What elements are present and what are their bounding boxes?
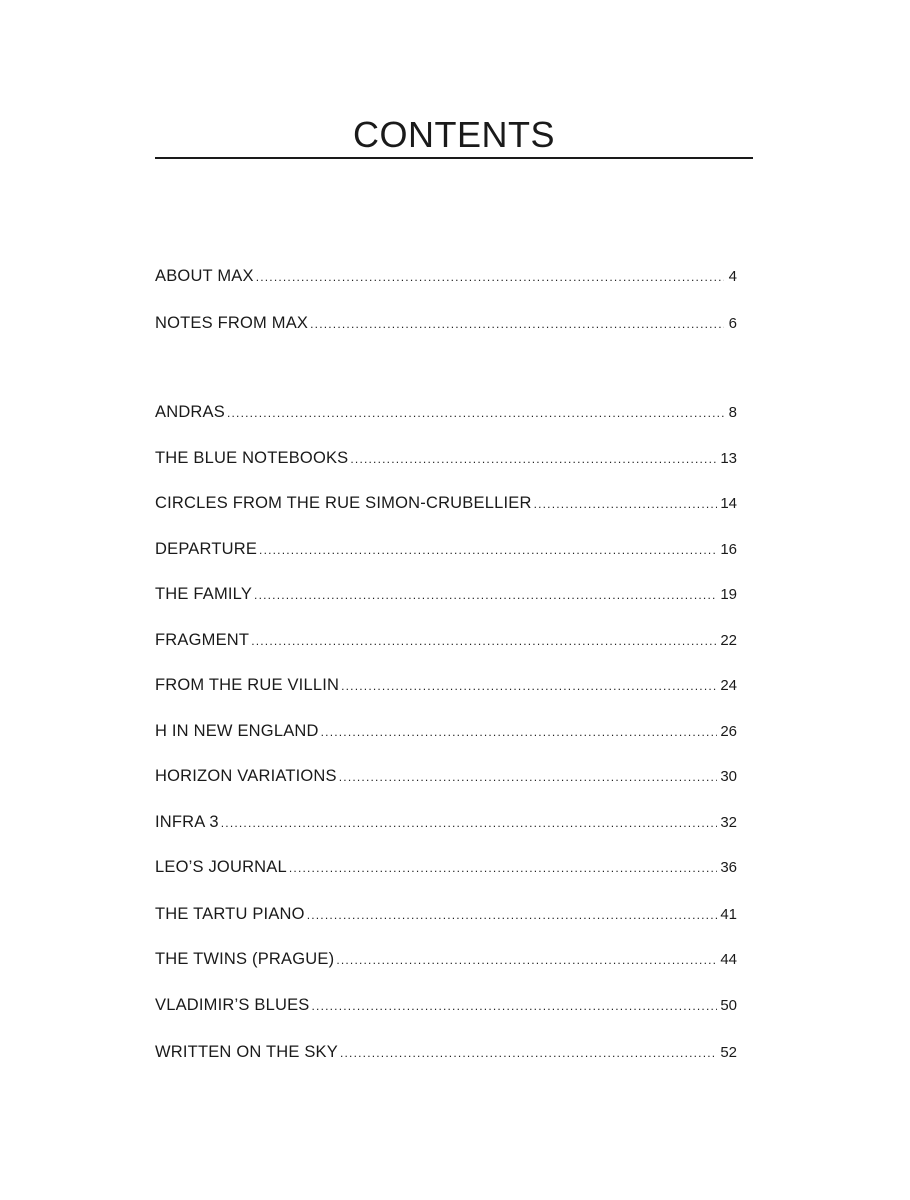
entry-title: INFRA 3 (155, 813, 219, 831)
dot-leader (340, 1041, 717, 1065)
dot-leader (307, 903, 718, 927)
dot-leader (336, 948, 717, 972)
entry-title: NOTES FROM MAX (155, 314, 309, 332)
toc-entry-the-tartu-piano[interactable] (155, 902, 737, 926)
toc-entry-from-the-rue-villin[interactable] (155, 673, 737, 697)
dot-leader (221, 811, 718, 835)
entry-page-number: 26 (720, 723, 737, 740)
entry-title: VLADIMIR’S BLUES (155, 996, 310, 1014)
toc-entry-horizon-variations[interactable] (155, 764, 737, 788)
dot-leader (227, 401, 724, 425)
entry-page-number: 19 (720, 586, 737, 603)
dot-leader (259, 538, 717, 562)
dot-leader (350, 447, 717, 471)
toc-entry-the-blue-notebooks[interactable] (155, 446, 737, 470)
entry-title: FRAGMENT (155, 631, 250, 649)
entry-page-number: 32 (720, 814, 737, 831)
toc-entry-written-on-the-sky[interactable] (155, 1040, 737, 1064)
entry-page-number: 52 (720, 1044, 737, 1061)
dot-leader (289, 856, 717, 880)
entry-page-number: 4 (728, 268, 737, 285)
entry-title: THE BLUE NOTEBOOKS (155, 449, 349, 467)
entry-title: THE TARTU PIANO (155, 905, 305, 923)
entry-title: WRITTEN ON THE SKY (155, 1043, 338, 1061)
toc-entry-about-max[interactable] (155, 264, 737, 288)
toc-entry-leos-journal[interactable] (155, 855, 737, 879)
entry-page-number: 6 (728, 315, 737, 332)
entry-page-number: 30 (720, 768, 737, 785)
entry-page-number: 8 (728, 404, 737, 421)
toc-entry-the-family[interactable] (155, 582, 737, 606)
entry-page-number: 16 (720, 541, 737, 558)
toc-entry-the-twins-prague[interactable] (155, 947, 737, 971)
entry-page-number: 13 (720, 450, 737, 467)
dot-leader (256, 265, 724, 289)
dot-leader (312, 994, 718, 1018)
toc-entry-departure[interactable] (155, 537, 737, 561)
dot-leader (251, 629, 717, 653)
entry-title: H IN NEW ENGLAND (155, 722, 319, 740)
entry-page-number: 22 (720, 632, 737, 649)
dot-leader (321, 720, 718, 744)
toc-entry-notes-from-max[interactable] (155, 311, 737, 335)
entry-page-number: 36 (720, 859, 737, 876)
entry-page-number: 44 (720, 951, 737, 968)
entry-title: THE TWINS (PRAGUE) (155, 950, 335, 968)
toc-entry-circles-from-the-rue-simon-crubellier[interactable] (155, 491, 737, 515)
entry-title: CIRCLES FROM THE RUE SIMON-CRUBELLIER (155, 494, 532, 512)
dot-leader (534, 492, 718, 516)
entry-page-number: 14 (720, 495, 737, 512)
toc-entry-andras[interactable] (155, 400, 737, 424)
entry-title: LEO’S JOURNAL (155, 858, 287, 876)
toc-entry-vladimirs-blues[interactable] (155, 993, 737, 1017)
title-underline (155, 157, 753, 159)
entry-title: THE FAMILY (155, 585, 253, 603)
toc-entry-h-in-new-england[interactable] (155, 719, 737, 743)
toc-entry-fragment[interactable] (155, 628, 737, 652)
dot-leader (341, 674, 717, 698)
entry-title: ANDRAS (155, 403, 225, 421)
dot-leader (310, 312, 724, 336)
entry-title: DEPARTURE (155, 540, 258, 558)
page-title: CONTENTS (353, 114, 555, 155)
entry-title: HORIZON VARIATIONS (155, 767, 337, 785)
entry-title: FROM THE RUE VILLIN (155, 676, 340, 694)
dot-leader (254, 583, 717, 607)
toc-entry-infra-3[interactable] (155, 810, 737, 834)
entry-page-number: 41 (720, 906, 737, 923)
entry-page-number: 50 (720, 997, 737, 1014)
entry-page-number: 24 (720, 677, 737, 694)
entry-title: ABOUT MAX (155, 267, 254, 285)
dot-leader (339, 765, 718, 789)
